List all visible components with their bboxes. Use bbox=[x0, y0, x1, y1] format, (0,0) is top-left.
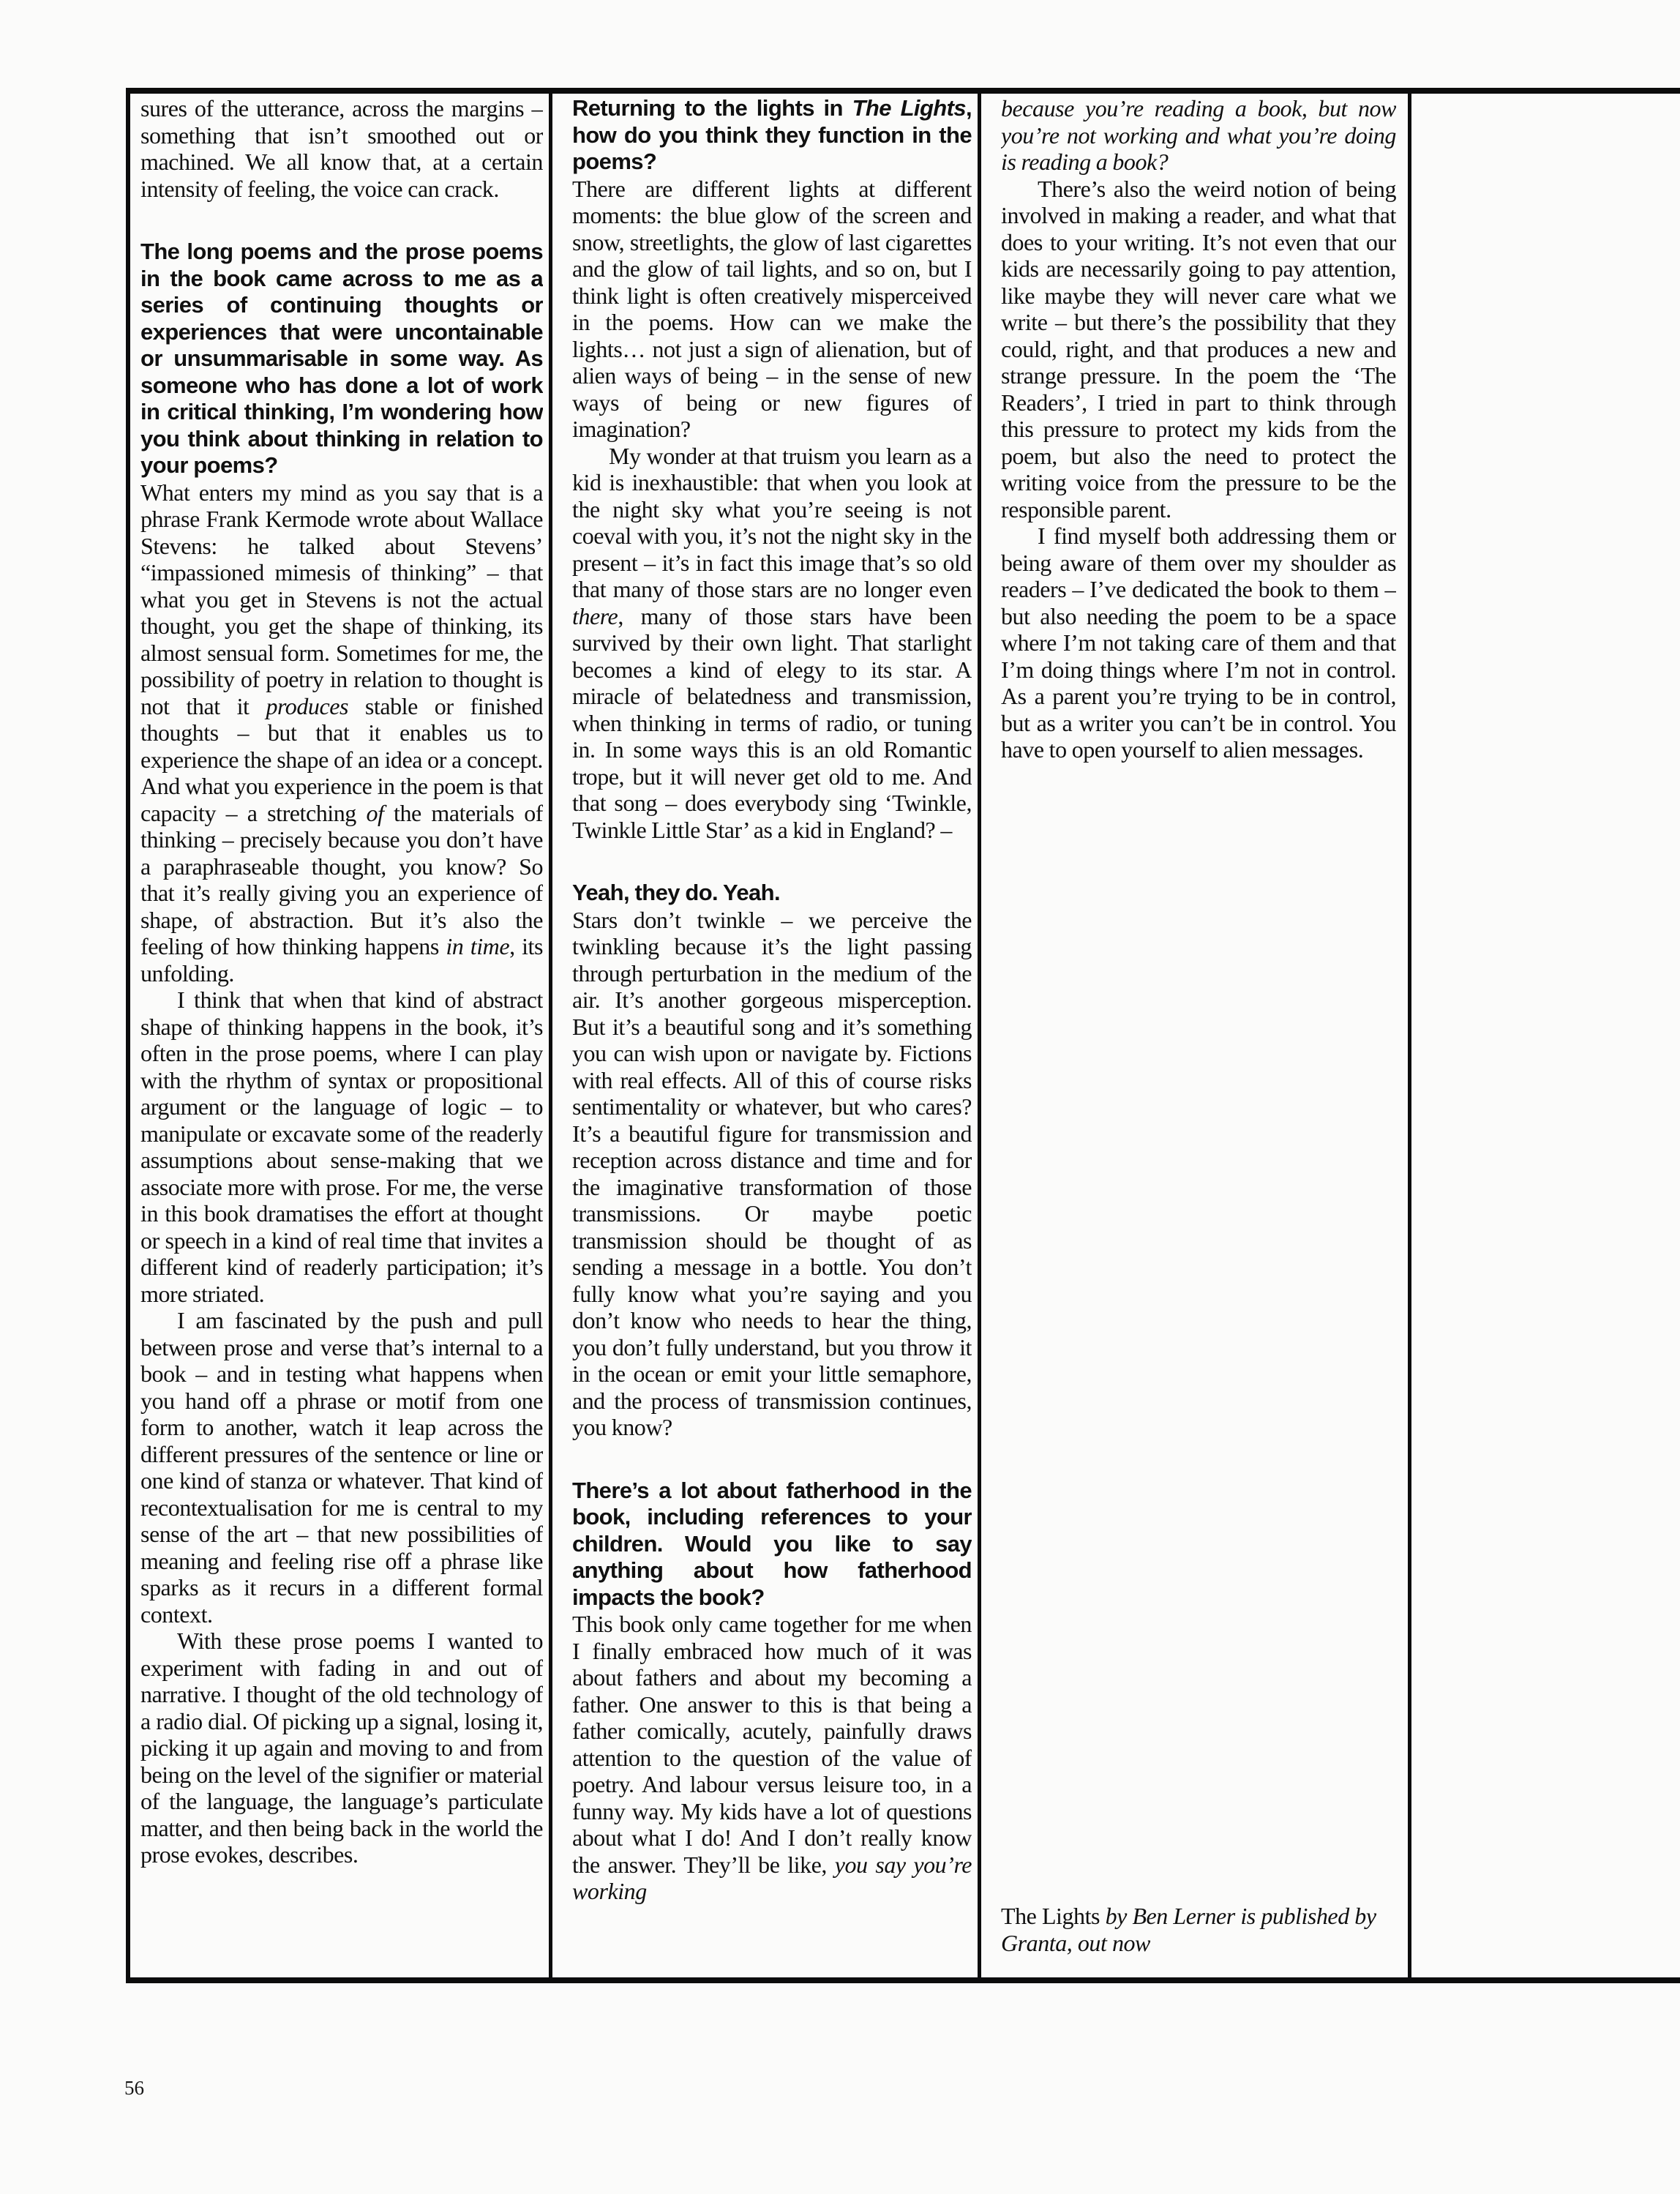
text-column-2 bbox=[572, 95, 972, 1970]
text-run: I think that when that kind of abstract shape of thinking happens in the book, it’s often in the prose poems, where I can play with the rhythm of syntax or propositional argument or the language of logic – to manipulate or excavate some of the readerly assumptions about sense-making that we associate more with prose. For me, the verse in this book dramatises the effort at thought or speech in a kind of real time that invites a different kind of readerly participation; it’s more striated. bbox=[140, 986, 543, 1307]
empty-column bbox=[1422, 95, 1680, 1970]
text-column-1 bbox=[140, 95, 543, 1970]
italic-text-run: there bbox=[572, 602, 618, 629]
answer-paragraph bbox=[1001, 176, 1396, 523]
interview-question bbox=[572, 1478, 972, 1611]
text-run: , many of those stars have been survived by their own light. That starlight becomes a kind of elegy to its star. A miracle of belatedness and transmission, when thinking in terms of radio, or tuning in. In some ways this is an old Romantic trope, but it will never get old to me. And that song – does everybody sing ‘Twinkle, Twinkle Little Star’ as a kid in England? – bbox=[572, 602, 972, 843]
text-run: sures of the utterance, across the margins – something that isn’t smoothed out or machined. We all know that, at a certain intensity of feeling, the voice can crack. bbox=[140, 95, 543, 202]
text-run: , how do you think they function in the poems? bbox=[572, 95, 972, 174]
text-run: I am fascinated by the push and pull between prose and verse that’s internal to a book – and in testing what happens when you hand off a phrase or motif from one form to another, watch it leap across the different pressures of the sentence or line or one kind of stanza or whatever. That kind of recontextualisation for me is central to my sense of the art – that new possibilities of meaning and feeling rise off a phrase like sparks as it recurs in a different formal context. bbox=[140, 1307, 543, 1628]
text-run: the materials of thinking – precisely because you don’t have a paraphraseable thought, you know? So that it’s really giving you an experience of shape, of abstraction. But it’s also the feeling of how thinking happens bbox=[140, 799, 543, 959]
answer-paragraph bbox=[1001, 95, 1396, 176]
top-rule bbox=[126, 88, 1680, 94]
text-run: There’s also the weird notion of being involved in making a reader, and what that does to your writing. It’s not even that our kids are necessarily going to pay attention, like maybe they will never care what we write – but there’s the possibility that they could, right, and that produces a new and strange pressure. In the poem the ‘The Readers’, I tried in part to think through this pressure to protect my kids from the poem, but also the need to protect the writing voice from the pressure to be the responsible parent. bbox=[1001, 175, 1396, 523]
text-run: I find myself both addressing them or being aware of them over my shoulder as readers – I’ve dedicated the book to them – but also needing the poem to be a space where I’m not taking care of them and that I’m doing things where I’m not in control. As a parent you’re trying to be in control, but as a writer you can’t be in control. You have to open yourself to alien messages. bbox=[1001, 523, 1396, 763]
column-divider-1 bbox=[549, 88, 552, 1983]
answer-paragraph bbox=[572, 176, 972, 443]
italic-text-run: because you’re reading a book, but now you’re not working and what you’re doing is reading a book? bbox=[1001, 95, 1396, 175]
text-run: With these prose poems I wanted to experiment with fading in and out of narrative. I thought of the old technology of a radio dial. Of picking up a signal, losing it, picking it up again and moving to and from being on the level of the signifier or material of the language, the language’s particulate matter, and then being back in the world the prose evokes, describes. bbox=[140, 1628, 543, 1868]
answer-paragraph bbox=[572, 907, 972, 1441]
text-run: There are different lights at different moments: the blue glow of the screen and snow, streetlights, the glow of last cigarettes and the glow of tail lights, and so on, but I think light is often creatively misperceived in the poems. How can we make the lights… not just a sign of alienation, but of alien ways of being – in the sense of new ways of being or new figures of imagination? bbox=[572, 175, 972, 442]
text-run: , its unfolding. bbox=[140, 933, 543, 986]
text-run: This book only came together for me when I finally embraced how much of it was about fathers and about my becoming a father. One answer to this is that being a father comically, acutely, painfully draws attention to the question of the value of poetry. And labour versus leisure too, in a funny way. My kids have a lot of questions about what I do! And I don’t really know the answer. They’ll be like, bbox=[572, 1611, 972, 1878]
page-number: 56 bbox=[124, 2077, 144, 2099]
text-run: The long poems and the prose poems in the book came across to me as a series of continuing thoughts or experiences that were uncontainable or unsummarisable in some way. As someone who has done a lot of work in critical thinking, I’m wondering how you think about thinking in relation to your poems? bbox=[140, 239, 543, 478]
credit-line bbox=[1001, 1903, 1396, 1957]
italic-text-run: The Lights bbox=[852, 95, 966, 121]
italic-text-run: you say you’re working bbox=[572, 1851, 972, 1904]
text-run: My wonder at that truism you learn as a kid is inexhaustible: that when you look at the night sky what you’re seeing is not coeval with you, it’s not the night sky in the present – it’s in fact this image that’s so old that many of those stars are no longer even bbox=[572, 442, 972, 602]
text-run: The Lights bbox=[1001, 1903, 1106, 1929]
answer-paragraph bbox=[140, 1628, 543, 1868]
answer-paragraph bbox=[572, 443, 972, 844]
italic-text-run: in time bbox=[446, 933, 510, 959]
answer-paragraph bbox=[140, 986, 543, 1307]
column-divider-2 bbox=[978, 88, 981, 1983]
answer-paragraph bbox=[140, 95, 543, 202]
answer-paragraph bbox=[140, 479, 543, 987]
interview-question bbox=[572, 880, 972, 907]
answer-paragraph bbox=[1001, 523, 1396, 763]
column-divider-3 bbox=[1408, 88, 1411, 1983]
text-run: Stars don’t twinkle – we perceive the twinkling because it’s the light passing through perturbation in the medium of the air. It’s another gorgeous misperception. But it’s a beautiful song and it’s something you can wish upon or navigate by. Fictions with real effects. All of this of course risks sentimentality or whatever, but who cares? It’s a beautiful figure for transmission and reception across distance and time and for the imaginative transformation of those transmissions. Or maybe poetic transmission should be thought of as sending a message in a bottle. You don’t fully know what you’re saying and you don’t know who needs to hear the thing, you don’t fully understand, but you throw it in the ocean or emit your little semaphore, and the process of transmission continues, you know? bbox=[572, 906, 972, 1440]
interview-question bbox=[572, 95, 972, 176]
answer-paragraph bbox=[140, 1307, 543, 1628]
text-run: stable or finished thoughts – but that it enables us to experience the shape of an idea or a concept. And what you experience in the poem is that capacity – a stretching bbox=[140, 692, 543, 826]
interview-question bbox=[140, 239, 543, 479]
italic-text-run: produces bbox=[266, 692, 348, 719]
left-border-rule bbox=[126, 88, 130, 1983]
text-run: What enters my mind as you say that is a phrase Frank Kermode wrote about Wallace Stevens: he talked about Stevens’ “impassioned mimesis of thinking” – that what you get in Stevens is not the actual thought, you get the shape of thinking, its almost sensual form. Sometimes for me, the possibility of poetry in relation to thought is not that it bbox=[140, 479, 543, 719]
bottom-rule bbox=[126, 1977, 1680, 1983]
text-run: Yeah, they do. Yeah. bbox=[572, 880, 780, 905]
italic-text-run: of bbox=[366, 799, 384, 826]
text-run: Returning to the lights in bbox=[572, 95, 852, 121]
italic-text-run: by Ben Lerner is published by Granta, out now bbox=[1001, 1903, 1376, 1956]
text-run: There’s a lot about fatherhood in the book, including references to your children. Would you like to say anything about how fatherhood impacts the book? bbox=[572, 1477, 972, 1610]
text-column-3 bbox=[1001, 95, 1396, 1970]
answer-paragraph bbox=[572, 1611, 972, 1905]
